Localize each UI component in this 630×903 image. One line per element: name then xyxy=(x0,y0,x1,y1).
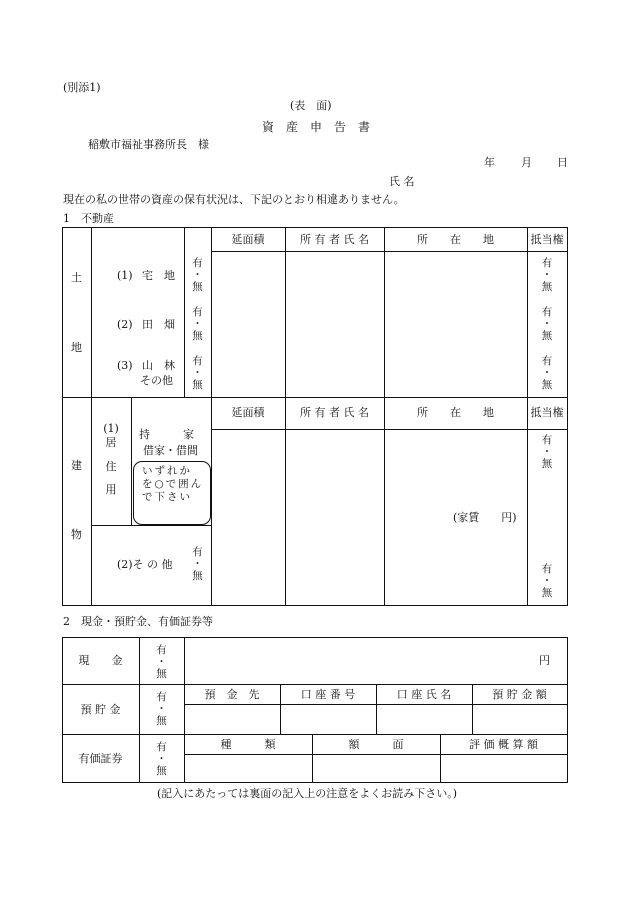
land-row-label-2: その他 xyxy=(140,374,173,387)
building-label-bottom: 物 xyxy=(71,528,82,541)
circle-instruction-text: いずれかを○で囲んで下さい xyxy=(142,465,204,503)
building-other-yes-no[interactable]: 有 ・ 無 xyxy=(192,546,203,582)
residential-char: 居 xyxy=(105,436,117,449)
declaration-text: 現在の私の世帯の資産の保有状況は、下記のとおり相違ありません。 xyxy=(63,193,405,206)
land-row-label: 山 林 xyxy=(142,359,175,372)
deposits-header-amount: 預 貯 金 額 xyxy=(492,688,547,701)
date-month-label: 月 xyxy=(521,156,532,169)
land-label-top: 土 xyxy=(71,271,82,284)
date-year-label: 年 xyxy=(484,156,495,169)
attachment-label: (別添1) xyxy=(63,81,101,94)
building-header-location: 所 在 地 xyxy=(417,406,494,419)
own-house-option[interactable]: 持 家 xyxy=(139,428,194,441)
land-header-owner: 所 有 者 氏 名 xyxy=(300,233,369,246)
land-row-yes-no[interactable]: 有 ・ 無 xyxy=(192,306,203,342)
securities-header-estimate: 評 価 概 算 額 xyxy=(469,738,538,751)
land-row-num: (2) xyxy=(117,318,133,331)
section1-title: 1 不動産 xyxy=(63,212,114,225)
addressee: 稲敷市福祉事務所長 様 xyxy=(88,138,209,151)
cash-yes-no[interactable]: 有 ・ 無 xyxy=(156,644,167,680)
building-other-label: (2)そ の 他 xyxy=(117,558,173,571)
land-row-label: 田 畑 xyxy=(142,318,175,331)
land-header-location: 所 在 地 xyxy=(417,233,494,246)
building-header-area: 延面積 xyxy=(231,406,265,419)
land-row-label: 宅 地 xyxy=(142,269,175,282)
land-header-mortgage: 抵当権 xyxy=(530,233,564,246)
residential-num: (1) xyxy=(103,422,119,435)
building-label-top: 建 xyxy=(71,459,82,472)
building-header-owner: 所 有 者 氏 名 xyxy=(300,406,369,419)
building-other-mortgage[interactable]: 有 ・ 無 xyxy=(541,563,553,599)
rental-option[interactable]: 借家・借間 xyxy=(143,444,198,457)
securities-header-face-value: 額 面 xyxy=(348,738,404,751)
deposits-header-bank: 預 金 先 xyxy=(204,688,260,701)
land-row-yes-no[interactable]: 有 ・ 無 xyxy=(192,355,203,391)
land-row-mortgage[interactable]: 有 ・ 無 xyxy=(541,257,553,293)
section2-title: 2 現金・預貯金、有価証券等 xyxy=(63,615,213,628)
residential-mortgage[interactable]: 有 ・ 無 xyxy=(541,434,553,470)
land-row-yes-no[interactable]: 有 ・ 無 xyxy=(192,257,203,293)
residential-char: 用 xyxy=(105,483,117,496)
footer-note: (記入にあたっては裏面の記入上の注意をよくお読み下さい。) xyxy=(157,787,458,800)
deposits-header-account-number: 口 座 番 号 xyxy=(300,688,356,701)
document-title: 資 産 申 告 書 xyxy=(262,120,371,134)
name-label: 氏 名 xyxy=(389,175,415,188)
land-row-num: (1) xyxy=(117,269,133,282)
land-row-mortgage[interactable]: 有 ・ 無 xyxy=(541,355,553,391)
land-label-bottom: 地 xyxy=(71,341,82,354)
cash-label: 現 金 xyxy=(78,654,123,667)
securities-label: 有価証券 xyxy=(78,752,123,765)
deposits-header-account-name: 口 座 氏 名 xyxy=(396,688,452,701)
cash-unit: 円 xyxy=(539,654,550,667)
securities-yes-no[interactable]: 有 ・ 無 xyxy=(156,741,167,777)
building-header-mortgage: 抵当権 xyxy=(530,406,564,419)
date-day-label: 日 xyxy=(557,156,568,169)
deposits-label: 預 貯 金 xyxy=(80,703,121,716)
securities-header-type: 種 類 xyxy=(220,738,276,751)
rent-amount: (家賃 円) xyxy=(453,511,517,524)
circle-instruction-box xyxy=(133,461,211,525)
land-row-num: (3) xyxy=(117,359,133,372)
side-label: (表 面) xyxy=(290,99,332,112)
residential-char: 住 xyxy=(105,460,117,473)
land-header-area: 延面積 xyxy=(231,233,265,246)
deposits-yes-no[interactable]: 有 ・ 無 xyxy=(156,691,167,727)
land-row-mortgage[interactable]: 有 ・ 無 xyxy=(541,306,553,342)
